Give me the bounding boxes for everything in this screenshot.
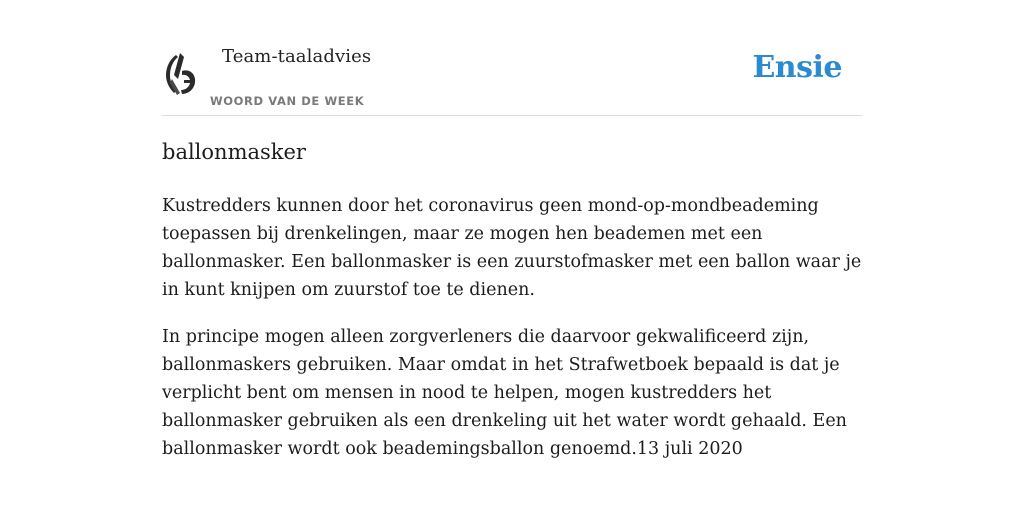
card-header	[162, 0, 862, 116]
word-title: ballonmasker	[162, 140, 306, 164]
author-name[interactable]: Team-taaladvies	[222, 46, 372, 67]
ensie-logo[interactable]: Ensie	[752, 50, 842, 85]
word-of-the-week-card	[162, 0, 862, 459]
article-paragraph: In principe mogen alleen zorgverleners die daarvoor gekwalificeerd zijn, ballonmaskers gebruiken. Maar omdat in het Strafwetboek bepaald is dat je verplicht bent om mensen in nood te helpen, mogen kustredders het ballonmasker gebruiken als een drenkeling uit het water wordt gehaald. Een ballonmasker wordt ook beademingsballon genoemd.13 juli 2020	[162, 327, 847, 459]
article-paragraph: Kustredders kunnen door het coronavirus geen mond-op-mondbeademing toepassen bij drenkelingen, maar ze mogen hen beademen met een ballonmasker. Een ballonmasker is een zuurstofmasker met een ballon waar je in kunt knijpen om zuurstof toe te dienen.	[162, 196, 862, 300]
section-kicker: WOORD VAN DE WEEK	[210, 94, 365, 108]
taalunie-logo-icon	[162, 49, 198, 97]
